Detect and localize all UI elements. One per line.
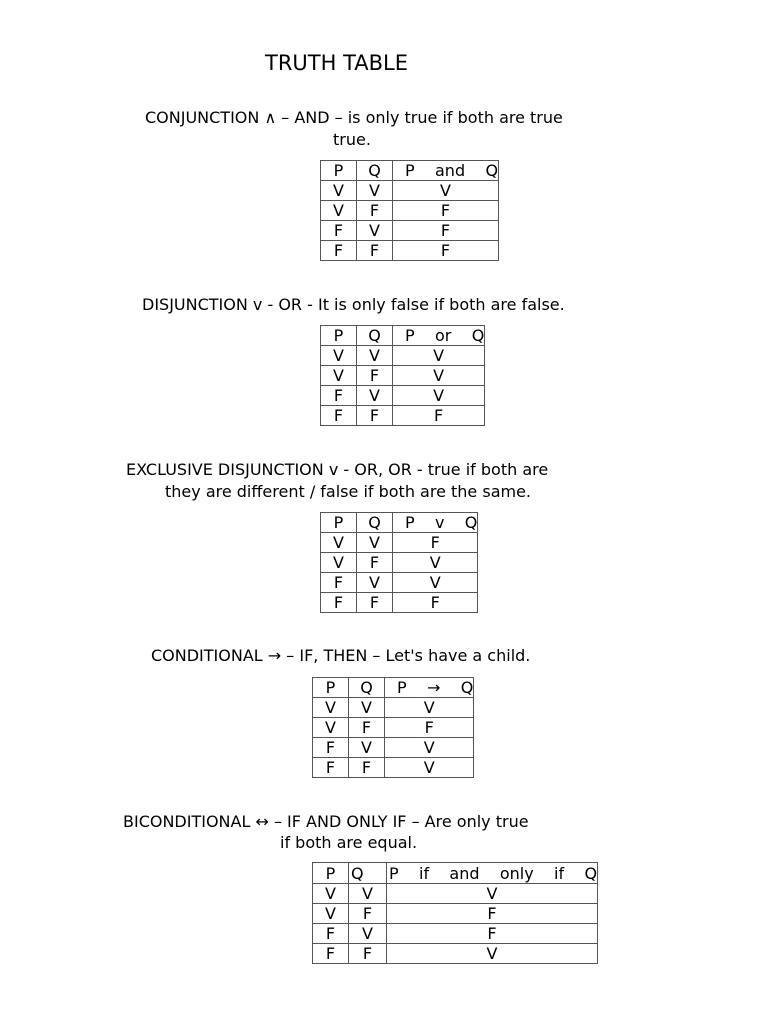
header-cell: P → Q xyxy=(385,678,474,698)
table-cell: F xyxy=(393,221,499,241)
table-cell: V xyxy=(357,346,393,366)
header-cell: Q xyxy=(349,678,385,698)
header-cell: P if and only if Q xyxy=(387,863,598,884)
table-row xyxy=(313,718,474,738)
table-cell: F xyxy=(357,593,393,613)
table-cell: F xyxy=(313,944,349,964)
table-cell: F xyxy=(349,944,387,964)
table-cell: F xyxy=(321,241,357,261)
table-header-row xyxy=(313,863,598,884)
page-title: TRUTH TABLE xyxy=(265,51,409,75)
table-cell: F xyxy=(313,738,349,758)
table-cell: F xyxy=(393,201,499,221)
table-cell: F xyxy=(357,553,393,573)
table-cell: V xyxy=(393,366,485,386)
table-cell: V xyxy=(313,698,349,718)
table-cell: F xyxy=(313,924,349,944)
table-header-row xyxy=(313,678,474,698)
table-cell: V xyxy=(321,553,357,573)
conjunction-description-cont: true. xyxy=(333,130,371,149)
table-row xyxy=(313,758,474,778)
table-cell: V xyxy=(349,884,387,904)
table-row xyxy=(313,924,598,944)
biconditional-description-cont: if both are equal. xyxy=(280,833,418,852)
header-cell: Q xyxy=(357,161,393,181)
table-cell: V xyxy=(357,533,393,553)
table-cell: F xyxy=(393,241,499,261)
table-cell: V xyxy=(349,698,385,718)
header-cell: P xyxy=(313,678,349,698)
table-cell: F xyxy=(349,904,387,924)
table-row xyxy=(321,386,485,406)
disjunction-table xyxy=(320,325,485,426)
table-cell: F xyxy=(387,924,598,944)
table-cell: V xyxy=(349,738,385,758)
table-cell: F xyxy=(393,406,485,426)
table-row xyxy=(321,573,478,593)
table-cell: V xyxy=(387,884,598,904)
biconditional-description: BICONDITIONAL ↔ – IF AND ONLY IF – Are only true xyxy=(123,812,529,831)
table-row xyxy=(313,884,598,904)
table-cell: V xyxy=(321,346,357,366)
table-row xyxy=(321,366,485,386)
table-cell: V xyxy=(321,201,357,221)
table-cell: F xyxy=(357,201,393,221)
table-cell: V xyxy=(313,884,349,904)
table-cell: F xyxy=(321,593,357,613)
table-cell: F xyxy=(321,573,357,593)
table-row xyxy=(321,553,478,573)
table-row xyxy=(313,904,598,924)
table-cell: F xyxy=(357,366,393,386)
table-cell: V xyxy=(357,573,393,593)
table-cell: V xyxy=(313,718,349,738)
table-cell: F xyxy=(349,758,385,778)
table-cell: V xyxy=(393,181,499,201)
table-row xyxy=(313,944,598,964)
table-cell: V xyxy=(357,221,393,241)
biconditional-table xyxy=(312,862,598,964)
conditional-description: CONDITIONAL → – IF, THEN – Let's have a child. xyxy=(151,646,531,665)
table-header-row xyxy=(321,513,478,533)
table-header-row xyxy=(321,326,485,346)
header-cell: Q xyxy=(357,513,393,533)
table-row xyxy=(321,533,478,553)
table-cell: F xyxy=(321,221,357,241)
table-cell: V xyxy=(321,366,357,386)
table-cell: V xyxy=(321,533,357,553)
header-cell: P xyxy=(313,863,349,884)
table-cell: F xyxy=(357,406,393,426)
table-cell: F xyxy=(349,718,385,738)
table-cell: V xyxy=(349,924,387,944)
table-cell: V xyxy=(393,573,478,593)
table-cell: F xyxy=(393,593,478,613)
table-cell: F xyxy=(313,758,349,778)
header-cell: Q xyxy=(349,863,387,884)
table-cell: V xyxy=(313,904,349,924)
table-row xyxy=(321,346,485,366)
table-cell: V xyxy=(393,553,478,573)
table-row xyxy=(313,738,474,758)
table-cell: F xyxy=(357,241,393,261)
table-cell: V xyxy=(357,386,393,406)
exclusive-disjunction-table xyxy=(320,512,478,613)
table-row xyxy=(321,201,499,221)
table-cell: V xyxy=(387,944,598,964)
header-cell: P xyxy=(321,161,357,181)
disjunction-description: DISJUNCTION v - OR - It is only false if both are false. xyxy=(142,295,565,314)
header-cell: P xyxy=(321,513,357,533)
table-header-row xyxy=(321,161,499,181)
table-cell: V xyxy=(357,181,393,201)
conditional-table xyxy=(312,677,474,778)
conjunction-table xyxy=(320,160,499,261)
table-row xyxy=(321,181,499,201)
table-cell: F xyxy=(321,386,357,406)
table-row xyxy=(321,221,499,241)
table-cell: V xyxy=(385,698,474,718)
header-cell: P and Q xyxy=(393,161,499,181)
header-cell: P v Q xyxy=(393,513,478,533)
exclusive-disjunction-description-cont: they are different / false if both are the same. xyxy=(165,482,532,501)
conjunction-description: CONJUNCTION ∧ – AND – is only true if both are true xyxy=(145,108,563,127)
table-cell: V xyxy=(385,738,474,758)
table-row xyxy=(321,241,499,261)
table-row xyxy=(321,406,485,426)
table-cell: V xyxy=(321,181,357,201)
header-cell: P xyxy=(321,326,357,346)
table-cell: V xyxy=(385,758,474,778)
table-row xyxy=(321,593,478,613)
table-cell: V xyxy=(393,386,485,406)
table-row xyxy=(313,698,474,718)
table-cell: F xyxy=(321,406,357,426)
table-cell: F xyxy=(385,718,474,738)
header-cell: P or Q xyxy=(393,326,485,346)
table-cell: F xyxy=(387,904,598,924)
exclusive-disjunction-description: EXCLUSIVE DISJUNCTION v - OR, OR - true if both are xyxy=(126,460,549,479)
header-cell: Q xyxy=(357,326,393,346)
table-cell: V xyxy=(393,346,485,366)
table-cell: F xyxy=(393,533,478,553)
